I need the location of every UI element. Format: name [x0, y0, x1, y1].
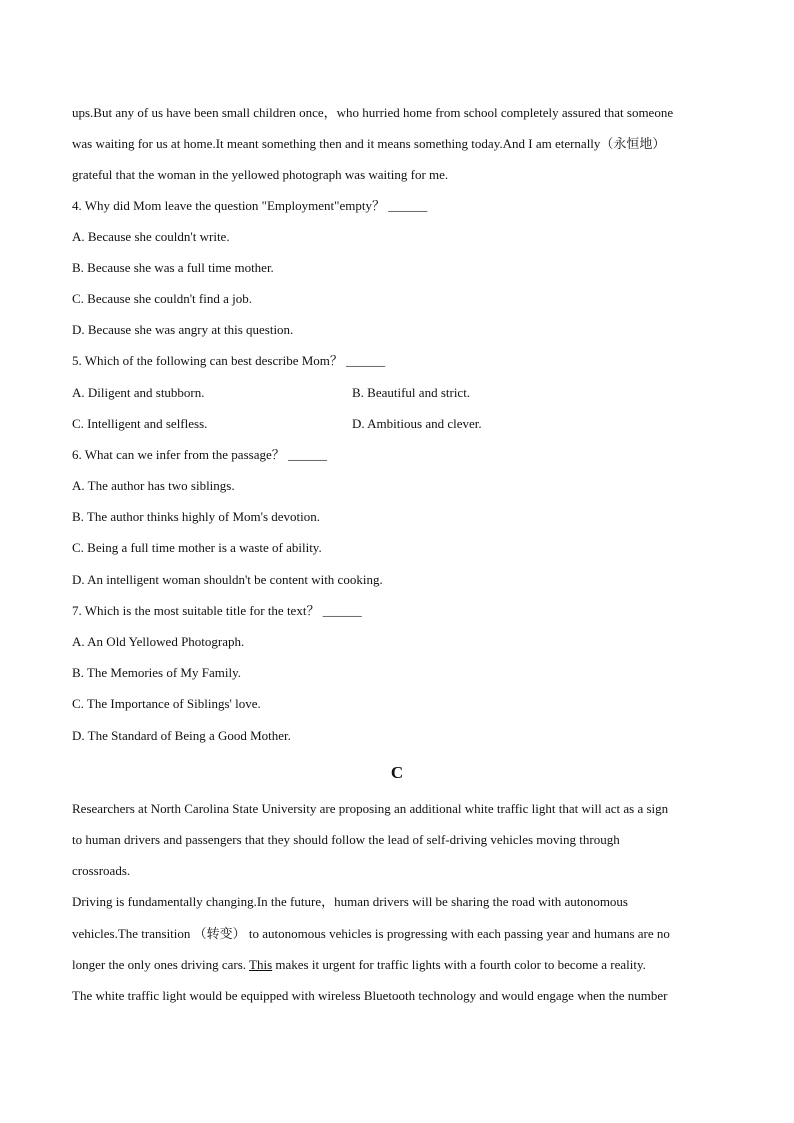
- question-6-option-c: C. Being a full time mother is a waste of ability.: [72, 540, 322, 555]
- question-7-stem: 7. Which is the most suitable title for the text？ ______: [72, 603, 362, 618]
- question-7-option-a: A. An Old Yellowed Photograph.: [72, 634, 245, 649]
- question-6-option-a: A. The author has two siblings.: [72, 478, 235, 493]
- passage-line: vehicles.The transition （转变） to autonomous vehicles is progressing with each passing year and humans are no: [72, 926, 670, 941]
- passage-line: [72, 105, 722, 121]
- question-5-option-a: A. Diligent and stubborn.: [72, 385, 205, 400]
- question-7-option-c: C. The Importance of Siblings' love.: [72, 696, 261, 711]
- passage-line: The white traffic light would be equipped with wireless Bluetooth technology and would engage when the number: [72, 988, 668, 1003]
- passage-line: [72, 957, 722, 973]
- question-4-stem: 4. Why did Mom leave the question "Employment"empty？ ______: [72, 198, 428, 213]
- passage-text: ups.But any of us have been small children once，who hurried home from school completely assured that someone: [72, 105, 674, 120]
- passage-line: to human drivers and passengers that they should follow the lead of self-driving vehicles moving through: [72, 832, 620, 847]
- question-7-option-b: B. The Memories of My Family.: [72, 665, 241, 680]
- question-4-option-b: B. Because she was a full time mother.: [72, 260, 274, 275]
- question-5-option-d: D. Ambitious and clever.: [352, 416, 482, 431]
- passage-line: [72, 801, 722, 817]
- question-4-option-c: C. Because she couldn't find a job.: [72, 291, 252, 306]
- question-4-option-a: A. Because she couldn't write.: [72, 229, 230, 244]
- question-4-option-d: D. Because she was angry at this question.: [72, 322, 294, 337]
- passage-text: longer the only ones driving cars.: [72, 957, 250, 972]
- passage-text: Researchers at North Carolina State University are proposing an additional white traffic light that will act as a sign: [72, 801, 669, 816]
- question-6-stem: 6. What can we infer from the passage？ ______: [72, 447, 327, 462]
- question-7-option-d: D. The Standard of Being a Good Mother.: [72, 728, 291, 743]
- question-6-option-d: D. An intelligent woman shouldn't be content with cooking.: [72, 572, 383, 587]
- underlined-word: This: [249, 957, 273, 972]
- question-5-option-b: B. Beautiful and strict.: [352, 385, 471, 400]
- question-5-option-c: C. Intelligent and selfless.: [72, 416, 208, 431]
- passage-line: grateful that the woman in the yellowed photograph was waiting for me.: [72, 167, 449, 182]
- question-6-option-b: B. The author thinks highly of Mom's devotion.: [72, 509, 321, 524]
- passage-line: Driving is fundamentally changing.In the future，human drivers will be sharing the road with autonomous: [72, 894, 628, 909]
- passage-line: was waiting for us at home.It meant something then and it means something today.And I am eternally（永恒地）: [72, 136, 666, 151]
- question-5-stem: 5. Which of the following can best describe Mom？ ______: [72, 353, 386, 368]
- section-heading: C: [390, 763, 404, 782]
- passage-text: makes it urgent for traffic lights with a fourth color to become a reality.: [272, 957, 646, 972]
- passage-line: crossroads.: [72, 863, 131, 878]
